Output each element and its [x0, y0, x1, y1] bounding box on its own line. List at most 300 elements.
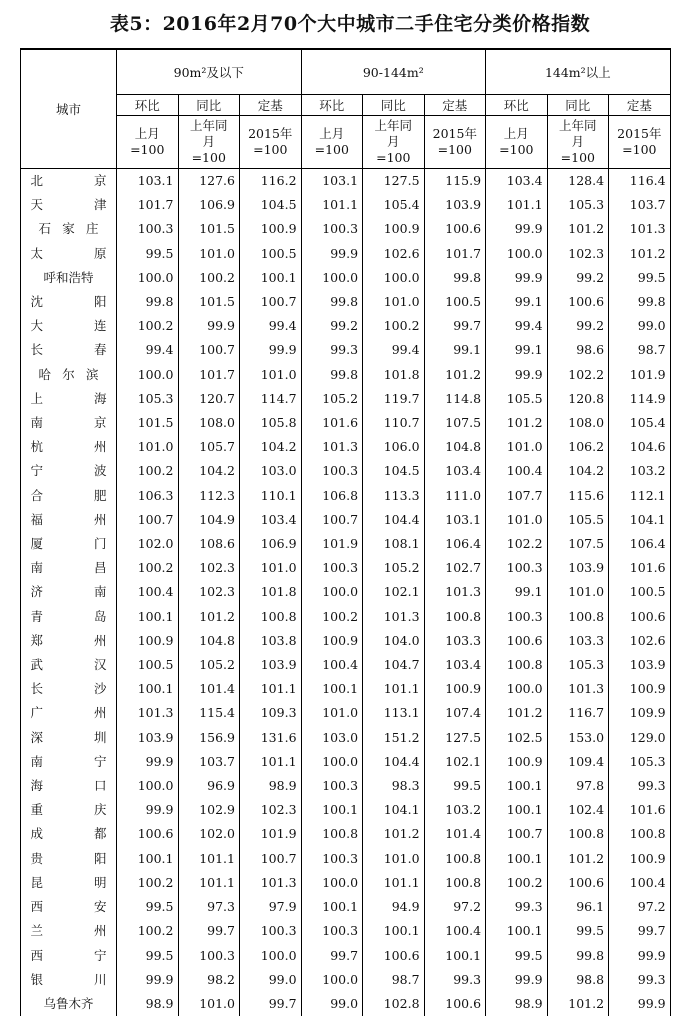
- city-name: 银川: [30, 971, 107, 987]
- value-cell: 116.2: [240, 169, 302, 194]
- value-cell: 101.3: [117, 701, 179, 725]
- group-header-large: 144m²以上: [486, 49, 671, 95]
- sub-header-1-1: 同比: [363, 95, 425, 116]
- city-cell: [21, 532, 117, 556]
- value-cell: 100.6: [486, 629, 548, 653]
- value-cell: 99.2: [547, 266, 609, 290]
- value-cell: 99.5: [117, 895, 179, 919]
- value-cell: 100.1: [486, 847, 548, 871]
- value-cell: 102.6: [363, 242, 425, 266]
- value-cell: 100.4: [424, 919, 486, 943]
- value-cell: 101.6: [609, 798, 671, 822]
- base-header-1-1: 上年同 月 =100: [363, 116, 425, 169]
- table-row: [21, 242, 671, 266]
- value-cell: 97.3: [178, 895, 240, 919]
- sub-header-0-0: 环比: [117, 95, 179, 116]
- value-cell: 100.4: [117, 580, 179, 604]
- value-cell: 102.0: [117, 532, 179, 556]
- value-cell: 99.7: [301, 944, 363, 968]
- value-cell: 100.7: [117, 508, 179, 532]
- value-cell: 99.9: [486, 363, 548, 387]
- value-cell: 101.3: [301, 435, 363, 459]
- value-cell: 106.4: [424, 532, 486, 556]
- sub-header-1-0: 环比: [301, 95, 363, 116]
- value-cell: 115.9: [424, 169, 486, 194]
- value-cell: 99.0: [609, 314, 671, 338]
- city-name: 乌鲁木齐: [43, 995, 94, 1011]
- value-cell: 104.0: [363, 629, 425, 653]
- city-name: 长沙: [30, 681, 107, 697]
- value-cell: 99.8: [117, 290, 179, 314]
- value-cell: 101.5: [117, 411, 179, 435]
- value-cell: 99.5: [486, 944, 548, 968]
- value-cell: 101.2: [178, 605, 240, 629]
- value-cell: 104.4: [363, 750, 425, 774]
- value-cell: 114.8: [424, 387, 486, 411]
- city-cell: [21, 992, 117, 1016]
- value-cell: 102.7: [424, 556, 486, 580]
- value-cell: 112.1: [609, 484, 671, 508]
- city-cell: [21, 556, 117, 580]
- value-cell: 105.5: [486, 387, 548, 411]
- city-cell: [21, 605, 117, 629]
- table-row: [21, 411, 671, 435]
- table-title: 表5：2016年2月70个大中城市二手住宅分类价格指数: [109, 13, 591, 35]
- value-cell: 102.3: [547, 242, 609, 266]
- value-cell: 101.2: [609, 242, 671, 266]
- value-cell: 105.3: [117, 387, 179, 411]
- value-cell: 108.6: [178, 532, 240, 556]
- value-cell: 100.1: [424, 944, 486, 968]
- value-cell: 99.1: [486, 290, 548, 314]
- city-name: 兰州: [30, 923, 107, 939]
- value-cell: 99.9: [301, 242, 363, 266]
- table-row: [21, 871, 671, 895]
- value-cell: 102.1: [424, 750, 486, 774]
- value-cell: 104.5: [363, 459, 425, 483]
- value-cell: 101.3: [547, 677, 609, 701]
- city-cell: [21, 677, 117, 701]
- value-cell: 100.1: [117, 677, 179, 701]
- value-cell: 103.4: [486, 169, 548, 194]
- city-name: 天津: [30, 197, 107, 213]
- city-cell: [21, 193, 117, 217]
- value-cell: 99.4: [486, 314, 548, 338]
- table-row: [21, 484, 671, 508]
- value-cell: 99.5: [547, 919, 609, 943]
- value-cell: 106.9: [178, 193, 240, 217]
- value-cell: 99.9: [178, 314, 240, 338]
- value-cell: 104.1: [363, 798, 425, 822]
- value-cell: 101.6: [301, 411, 363, 435]
- value-cell: 102.2: [547, 363, 609, 387]
- city-cell: [21, 435, 117, 459]
- value-cell: 99.9: [117, 968, 179, 992]
- table-row: [21, 992, 671, 1016]
- value-cell: 100.7: [486, 822, 548, 846]
- value-cell: 101.3: [424, 580, 486, 604]
- value-cell: 101.9: [609, 363, 671, 387]
- value-cell: 102.5: [486, 726, 548, 750]
- value-cell: 127.5: [363, 169, 425, 194]
- value-cell: 104.2: [178, 459, 240, 483]
- value-cell: 100.3: [486, 556, 548, 580]
- value-cell: 105.2: [301, 387, 363, 411]
- value-cell: 101.0: [178, 242, 240, 266]
- city-name: 济南: [30, 584, 107, 600]
- value-cell: 101.2: [486, 411, 548, 435]
- value-cell: 114.9: [609, 387, 671, 411]
- city-name: 太原: [30, 245, 107, 261]
- value-cell: 107.5: [424, 411, 486, 435]
- value-cell: 100.3: [486, 605, 548, 629]
- value-cell: 103.2: [609, 459, 671, 483]
- table-row: [21, 459, 671, 483]
- sub-header-0-2: 定基: [240, 95, 302, 116]
- value-cell: 104.7: [363, 653, 425, 677]
- value-cell: 100.6: [547, 871, 609, 895]
- table-row: [21, 750, 671, 774]
- value-cell: 103.1: [301, 169, 363, 194]
- value-cell: 102.0: [178, 822, 240, 846]
- city-cell: [21, 217, 117, 241]
- table-row: [21, 556, 671, 580]
- table-row: [21, 363, 671, 387]
- city-cell: [21, 968, 117, 992]
- value-cell: 102.3: [178, 556, 240, 580]
- value-cell: 103.8: [240, 629, 302, 653]
- value-cell: 99.9: [486, 266, 548, 290]
- base-header-1-0: 上月 =100: [301, 116, 363, 169]
- value-cell: 100.6: [547, 290, 609, 314]
- value-cell: 104.6: [609, 435, 671, 459]
- value-cell: 99.5: [424, 774, 486, 798]
- value-cell: 103.9: [609, 653, 671, 677]
- value-cell: 94.9: [363, 895, 425, 919]
- value-cell: 98.3: [363, 774, 425, 798]
- value-cell: 100.9: [424, 677, 486, 701]
- city-cell: [21, 919, 117, 943]
- city-name: 上海: [30, 390, 107, 406]
- value-cell: 100.5: [240, 242, 302, 266]
- value-cell: 98.8: [547, 968, 609, 992]
- value-cell: 100.6: [424, 992, 486, 1016]
- value-cell: 109.3: [240, 701, 302, 725]
- value-cell: 104.8: [424, 435, 486, 459]
- city-cell: [21, 508, 117, 532]
- value-cell: 99.2: [547, 314, 609, 338]
- value-cell: 99.9: [486, 217, 548, 241]
- value-cell: 101.2: [547, 992, 609, 1016]
- value-cell: 96.1: [547, 895, 609, 919]
- value-cell: 105.5: [547, 508, 609, 532]
- city-name: 西宁: [30, 947, 107, 963]
- value-cell: 101.0: [240, 363, 302, 387]
- value-cell: 103.3: [547, 629, 609, 653]
- value-cell: 98.6: [547, 338, 609, 362]
- value-cell: 104.9: [178, 508, 240, 532]
- table-row: [21, 387, 671, 411]
- value-cell: 103.1: [424, 508, 486, 532]
- value-cell: 105.2: [363, 556, 425, 580]
- value-cell: 114.7: [240, 387, 302, 411]
- value-cell: 100.2: [363, 314, 425, 338]
- value-cell: 100.9: [486, 750, 548, 774]
- value-cell: 103.4: [424, 459, 486, 483]
- value-cell: 100.7: [240, 290, 302, 314]
- value-cell: 97.9: [240, 895, 302, 919]
- value-cell: 99.8: [301, 290, 363, 314]
- value-cell: 99.7: [178, 919, 240, 943]
- city-column-header: 城市: [21, 49, 117, 169]
- value-cell: 100.2: [117, 871, 179, 895]
- value-cell: 100.2: [117, 556, 179, 580]
- value-cell: 102.3: [178, 580, 240, 604]
- value-cell: 100.1: [301, 895, 363, 919]
- value-cell: 100.1: [301, 798, 363, 822]
- value-cell: 105.4: [363, 193, 425, 217]
- value-cell: 100.0: [117, 266, 179, 290]
- value-cell: 100.8: [486, 653, 548, 677]
- value-cell: 102.6: [609, 629, 671, 653]
- value-cell: 100.6: [424, 217, 486, 241]
- value-cell: 103.4: [424, 653, 486, 677]
- value-cell: 104.5: [240, 193, 302, 217]
- value-cell: 99.8: [547, 944, 609, 968]
- value-cell: 100.9: [117, 629, 179, 653]
- value-cell: 103.9: [547, 556, 609, 580]
- value-cell: 102.1: [363, 580, 425, 604]
- value-cell: 100.8: [240, 605, 302, 629]
- value-cell: 104.4: [363, 508, 425, 532]
- value-cell: 99.0: [240, 968, 302, 992]
- value-cell: 101.1: [301, 193, 363, 217]
- value-cell: 101.1: [178, 847, 240, 871]
- value-cell: 102.8: [363, 992, 425, 1016]
- value-cell: 101.8: [240, 580, 302, 604]
- value-cell: 100.6: [117, 822, 179, 846]
- city-cell: [21, 871, 117, 895]
- value-cell: 100.0: [117, 363, 179, 387]
- city-cell: [21, 169, 117, 194]
- value-cell: 99.7: [240, 992, 302, 1016]
- value-cell: 99.5: [117, 242, 179, 266]
- table-row: [21, 822, 671, 846]
- value-cell: 98.7: [609, 338, 671, 362]
- value-cell: 99.4: [117, 338, 179, 362]
- value-cell: 107.4: [424, 701, 486, 725]
- value-cell: 100.1: [117, 847, 179, 871]
- value-cell: 103.2: [424, 798, 486, 822]
- value-cell: 103.3: [424, 629, 486, 653]
- table-row: [21, 605, 671, 629]
- value-cell: 101.2: [363, 822, 425, 846]
- city-cell: [21, 944, 117, 968]
- city-cell: [21, 847, 117, 871]
- value-cell: 101.9: [240, 822, 302, 846]
- price-index-table: [20, 48, 671, 1016]
- value-cell: 100.3: [301, 919, 363, 943]
- value-cell: 100.7: [240, 847, 302, 871]
- value-cell: 98.2: [178, 968, 240, 992]
- value-cell: 115.4: [178, 701, 240, 725]
- value-cell: 106.0: [363, 435, 425, 459]
- value-cell: 99.9: [609, 944, 671, 968]
- group-header-small: 90m²及以下: [117, 49, 302, 95]
- city-name: 合肥: [30, 487, 107, 503]
- value-cell: 99.3: [301, 338, 363, 362]
- base-header-0-2: 2015年 =100: [240, 116, 302, 169]
- city-name: 呼和浩特: [43, 269, 94, 285]
- value-cell: 100.2: [301, 605, 363, 629]
- value-cell: 101.2: [547, 217, 609, 241]
- value-cell: 105.2: [178, 653, 240, 677]
- value-cell: 101.9: [301, 532, 363, 556]
- value-cell: 100.8: [424, 605, 486, 629]
- city-name: 成都: [30, 826, 107, 842]
- value-cell: 107.5: [547, 532, 609, 556]
- sub-header-1-2: 定基: [424, 95, 486, 116]
- value-cell: 101.0: [363, 847, 425, 871]
- value-cell: 99.9: [117, 798, 179, 822]
- value-cell: 99.3: [609, 968, 671, 992]
- table-row: [21, 532, 671, 556]
- value-cell: 100.3: [178, 944, 240, 968]
- value-cell: 100.0: [301, 266, 363, 290]
- value-cell: 100.8: [547, 822, 609, 846]
- value-cell: 100.0: [301, 580, 363, 604]
- value-cell: 101.7: [178, 363, 240, 387]
- value-cell: 110.7: [363, 411, 425, 435]
- city-cell: [21, 411, 117, 435]
- table-row: [21, 726, 671, 750]
- city-name: 重庆: [30, 802, 107, 818]
- value-cell: 101.1: [178, 871, 240, 895]
- city-cell: [21, 895, 117, 919]
- value-cell: 103.9: [240, 653, 302, 677]
- table-row: [21, 774, 671, 798]
- value-cell: 120.7: [178, 387, 240, 411]
- value-cell: 97.2: [424, 895, 486, 919]
- city-name: 大连: [30, 318, 107, 334]
- value-cell: 101.6: [609, 556, 671, 580]
- city-name: 南昌: [30, 560, 107, 576]
- value-cell: 105.3: [609, 750, 671, 774]
- base-header-2-2: 2015年 =100: [609, 116, 671, 169]
- value-cell: 101.0: [486, 435, 548, 459]
- table-row: [21, 314, 671, 338]
- group-header-medium: 90-144m²: [301, 49, 486, 95]
- value-cell: 100.1: [486, 774, 548, 798]
- value-cell: 101.2: [424, 363, 486, 387]
- city-cell: [21, 314, 117, 338]
- table-row: [21, 629, 671, 653]
- table-row: [21, 217, 671, 241]
- city-cell: [21, 387, 117, 411]
- value-cell: 99.7: [424, 314, 486, 338]
- value-cell: 99.7: [609, 919, 671, 943]
- city-name: 深圳: [30, 729, 107, 745]
- value-cell: 102.9: [178, 798, 240, 822]
- value-cell: 100.1: [363, 919, 425, 943]
- value-cell: 100.3: [301, 847, 363, 871]
- value-cell: 99.9: [117, 750, 179, 774]
- sub-header-2-2: 定基: [609, 95, 671, 116]
- value-cell: 100.9: [301, 629, 363, 653]
- value-cell: 106.3: [117, 484, 179, 508]
- city-name: 长春: [30, 342, 107, 358]
- value-cell: 101.2: [547, 847, 609, 871]
- value-cell: 102.3: [240, 798, 302, 822]
- value-cell: 100.9: [609, 847, 671, 871]
- value-cell: 116.4: [609, 169, 671, 194]
- value-cell: 101.8: [363, 363, 425, 387]
- value-cell: 105.4: [609, 411, 671, 435]
- base-header-0-0: 上月 =100: [117, 116, 179, 169]
- value-cell: 100.8: [609, 822, 671, 846]
- city-name: 哈尔滨: [38, 366, 99, 382]
- city-name: 石家庄: [38, 221, 99, 237]
- table-row: [21, 169, 671, 194]
- base-header-1-2: 2015年 =100: [424, 116, 486, 169]
- city-cell: [21, 484, 117, 508]
- value-cell: 101.0: [547, 580, 609, 604]
- value-cell: 111.0: [424, 484, 486, 508]
- city-cell: [21, 822, 117, 846]
- value-cell: 101.1: [486, 193, 548, 217]
- value-cell: 99.0: [301, 992, 363, 1016]
- value-cell: 101.5: [178, 217, 240, 241]
- value-cell: 101.1: [363, 871, 425, 895]
- city-cell: [21, 459, 117, 483]
- value-cell: 100.0: [301, 968, 363, 992]
- value-cell: 103.4: [240, 508, 302, 532]
- value-cell: 100.3: [301, 774, 363, 798]
- city-cell: [21, 774, 117, 798]
- value-cell: 100.8: [424, 847, 486, 871]
- value-cell: 100.8: [424, 871, 486, 895]
- value-cell: 102.4: [547, 798, 609, 822]
- table-row: [21, 653, 671, 677]
- sub-header-0-1: 同比: [178, 95, 240, 116]
- value-cell: 100.0: [486, 242, 548, 266]
- value-cell: 109.4: [547, 750, 609, 774]
- value-cell: 99.3: [609, 774, 671, 798]
- value-cell: 99.1: [424, 338, 486, 362]
- value-cell: 106.9: [240, 532, 302, 556]
- value-cell: 99.8: [301, 363, 363, 387]
- value-cell: 100.4: [486, 459, 548, 483]
- value-cell: 100.0: [301, 750, 363, 774]
- value-cell: 156.9: [178, 726, 240, 750]
- value-cell: 99.9: [609, 992, 671, 1016]
- value-cell: 101.3: [363, 605, 425, 629]
- value-cell: 101.1: [363, 677, 425, 701]
- city-name: 杭州: [30, 439, 107, 455]
- value-cell: 100.2: [178, 266, 240, 290]
- value-cell: 100.8: [547, 605, 609, 629]
- value-cell: 101.0: [363, 290, 425, 314]
- city-name: 南宁: [30, 753, 107, 769]
- base-header-0-1: 上年同 月 =100: [178, 116, 240, 169]
- value-cell: 100.3: [117, 217, 179, 241]
- city-cell: [21, 580, 117, 604]
- city-name: 青岛: [30, 608, 107, 624]
- city-name: 沈阳: [30, 294, 107, 310]
- base-header-2-1: 上年同 月 =100: [547, 116, 609, 169]
- value-cell: 101.0: [240, 556, 302, 580]
- value-cell: 128.4: [547, 169, 609, 194]
